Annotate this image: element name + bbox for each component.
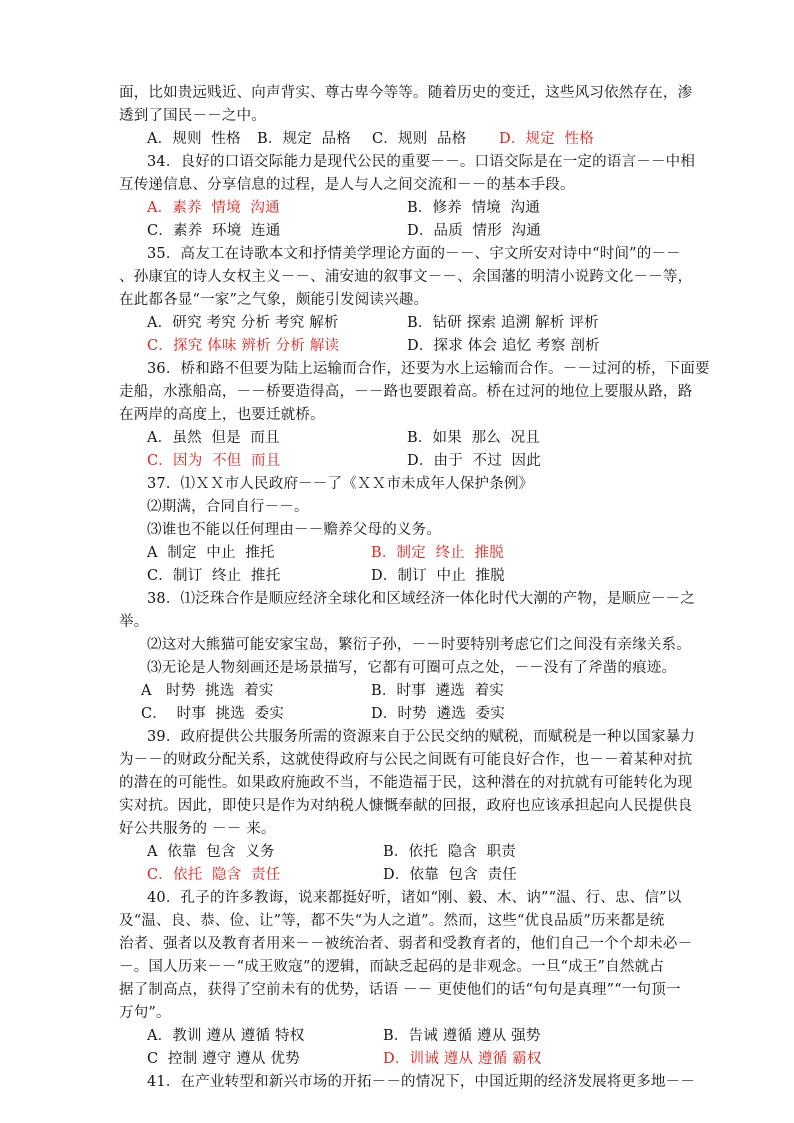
text-line: 面，比如贵远贱近、向声背实、尊古卑今等等。随着历史的变迁，这些风习依然存在，渗: [119, 85, 693, 101]
text-line: D．制订 中止 推脱: [371, 568, 505, 584]
text-line: 的潜在的可能性。如果政府施政不当，不能造福于民，这种潜在的对抗就有可能转化为现: [119, 775, 693, 791]
text-line: 在此都各显“一家”之气象，颇能引发阅读兴趣。: [119, 292, 429, 308]
text-line: D．依靠 包含 责任: [383, 867, 517, 883]
text-line: 实对抗。因此，即使只是作为对纳税人慷慨奉献的回报，政府也应该承担起向人民提供良: [119, 798, 693, 814]
text-line: D．品质 情形 沟通: [407, 223, 541, 239]
text-line: A 依靠 包含 义务: [147, 844, 275, 860]
text-line: 治者、强者以及教育者用来－－被统治者、弱者和受教育者的，他们自己一个个却未必－: [119, 936, 693, 952]
text-line: 37．⑴ＸＸ市人民政府－－了《ＸＸ市未成年人保护条例》: [147, 476, 534, 492]
text-line: B．钻研 探索 追溯 解析 评析: [407, 315, 599, 331]
text-line: D．探求 体会 追忆 考察 剖析: [407, 338, 600, 354]
text-line: 39．政府提供公共服务所需的资源来自于公民交纳的赋税，而赋税是一种以国家暴力: [147, 729, 696, 745]
text-line: ⑵期满，合同自行－－。: [147, 499, 309, 515]
text-line: C．规则 品格: [372, 131, 467, 147]
answer-option-text: B．制定 终止 推脱: [371, 545, 504, 561]
text-line: B．告诫 遵循 遵从 强势: [383, 1028, 541, 1044]
answer-option-text: C．探究 体味 辨析 分析 解读: [147, 338, 340, 354]
text-line: 透到了国民－－之中。: [119, 108, 266, 124]
text-line: 及“温、良、恭、俭、让”等，都不失“为人之道”。然而，这些“优良品质”历来都是统: [119, 913, 665, 929]
text-line: C． 时事 挑选 委实: [141, 706, 285, 722]
text-line: 为－－的财政分配关系，这就使得政府与公民之间既有可能良好合作，也－－着某种对抗: [119, 752, 693, 768]
text-line: B．修养 情境 沟通: [407, 200, 540, 216]
text-line: A 时势 挑选 着实: [141, 683, 274, 699]
text-line: B．如果 那么 况且: [407, 430, 540, 446]
text-line: A．规则 性格: [147, 131, 241, 147]
text-line: 、孙康宜的诗人女权主义－－、浦安迪的叙事文－－、余国藩的明清小说跨文化－－等，: [119, 269, 693, 285]
text-line: 40．孔子的许多教诲，说来都挺好听，诸如“刚、毅、木、讷”“温、行、忠、信”以: [147, 890, 682, 906]
text-line: ⑵这对大熊猫可能安家宝岛，繁衍子孙，－－时要特别考虑它们之间没有亲缘关系。: [147, 637, 691, 653]
text-line: 41．在产业转型和新兴市场的开拓－－的情况下，中国近期的经济发展将更多地－－: [147, 1074, 696, 1090]
text-line: 互传递信息、分享信息的过程，是人与人之间交流和－－的基本手段。: [119, 177, 575, 193]
text-line: A．教训 遵从 遵循 特权: [147, 1028, 305, 1044]
text-line: ⑶谁也不能以任何理由－－赡养父母的义务。: [147, 522, 441, 538]
text-line: 在两岸的高度上，也要迁就桥。: [119, 407, 325, 423]
text-line: B．依托 隐含 职责: [383, 844, 516, 860]
answer-option-text: A．素养 情境 沟通: [147, 200, 280, 216]
text-line: A．虽然 但是 而且: [147, 430, 280, 446]
text-line: 万句”。: [119, 1005, 171, 1021]
text-line: －。国人历来－－“成王败寇”的逻辑，而缺乏起码的是非观念。一旦“成王”自然就占: [119, 959, 664, 975]
text-line: C．制订 终止 推托: [147, 568, 281, 584]
text-line: A 制定 中止 推托: [147, 545, 275, 561]
text-line: C 控制 遵守 遵从 优势: [147, 1051, 300, 1067]
text-line: D．由于 不过 因此: [407, 453, 541, 469]
text-line: 38．⑴泛珠合作是顺应经济全球化和区域经济一体化时代大潮的产物，是顺应－－之: [147, 591, 696, 607]
text-line: D．时势 遴选 委实: [371, 706, 505, 722]
text-line: 36．桥和路不但要为陆上运输而合作，还要为水上运输而合作。－－过河的桥，下面要: [147, 361, 710, 377]
text-line: ⑶无论是人物刻画还是场景描写，它都有可圈可点之处，－－没有了斧凿的痕迹。: [147, 660, 677, 676]
text-line: 35．高友工在诗歌本文和抒情美学理论方面的－－、宇文所安对诗中“时间”的－－: [147, 246, 681, 262]
text-line: B．时事 遴选 着实: [371, 683, 504, 699]
answer-option-text: C．依托 隐含 责任: [147, 867, 281, 883]
text-line: C．素养 环境 连通: [147, 223, 281, 239]
answer-option-text: D．训诫 遵从 遵循 霸权: [383, 1051, 542, 1067]
answer-option-text: C．因为 不但 而且: [147, 453, 281, 469]
text-line: B．规定 品格: [257, 131, 351, 147]
text-line: 走船，水涨船高，－－桥要造得高，－－路也要跟着高。桥在过河的地位上要服从路，路: [119, 384, 693, 400]
text-line: 34．良好的口语交际能力是现代公民的重要－－。口语交际是在一定的语言－－中相: [147, 154, 696, 170]
text-line: 举。: [119, 614, 149, 630]
text-line: 好公共服务的 －－ 来。: [119, 821, 276, 837]
text-line: 据了制高点，获得了空前未有的优势，话语 －－ 更使他们的话“句句是真理”“一句顶一: [119, 982, 681, 998]
answer-option-text: D．规定 性格: [499, 131, 594, 147]
text-line: A．研究 考究 分析 考究 解析: [147, 315, 339, 331]
